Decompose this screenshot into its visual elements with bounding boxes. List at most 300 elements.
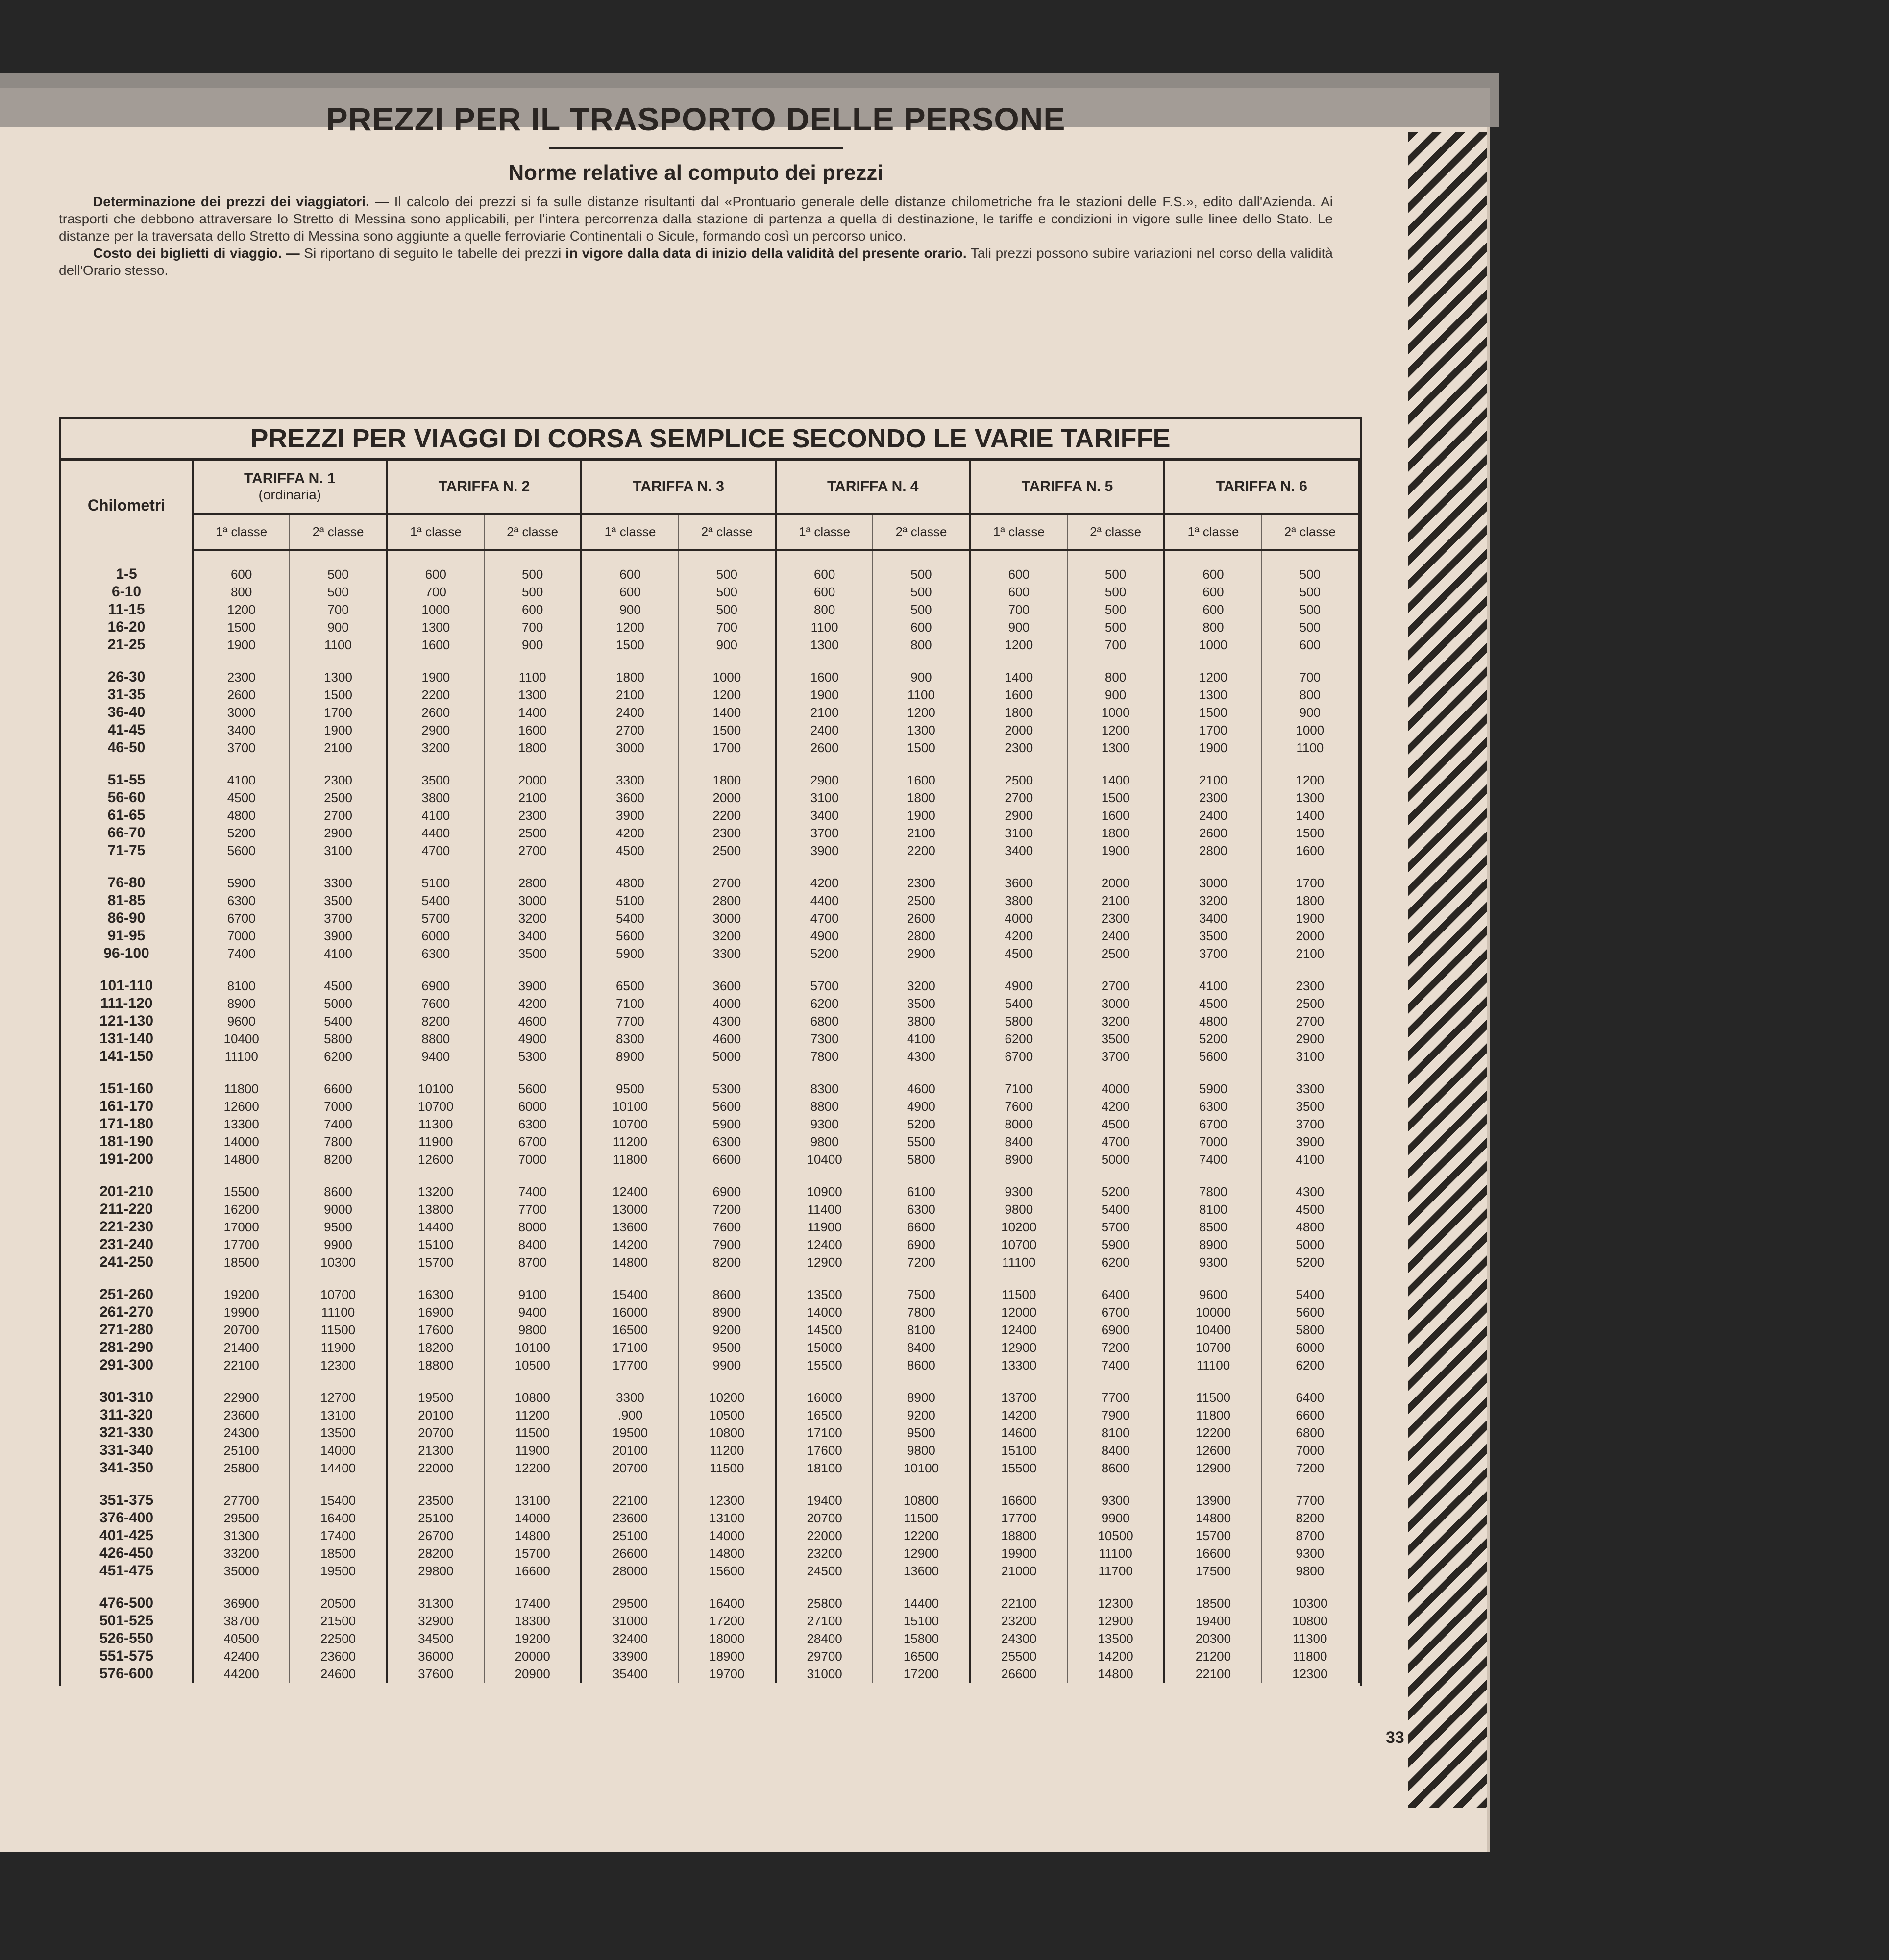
fare-t3-class2: 1000 [679,668,776,686]
fare-t3-class1: 33900 [581,1647,678,1665]
fare-t4-class2: 5800 [873,1151,970,1168]
table-row [61,1048,1359,1065]
table-row [61,1115,1359,1133]
fare-t5-class2: 1500 [1067,789,1164,807]
first-class-header: 1ª classe [776,514,873,550]
fare-t3-class1: 13000 [581,1200,678,1218]
fare-t3-class2: 5000 [679,1048,776,1065]
tariff-label: TARIFFA N. 1 [244,470,336,487]
fare-t2-class2: 10500 [484,1356,581,1374]
fare-t2-class1: 28200 [387,1544,484,1562]
fare-t4-class2: 900 [873,668,970,686]
fare-t6-class2: 7700 [1262,1492,1359,1509]
fare-t3-class2: 1500 [679,721,776,739]
fare-t3-class2: 1800 [679,771,776,789]
fare-t3-class1: 5600 [581,927,678,945]
fare-t1-class1: 11800 [193,1080,290,1098]
fare-t3-class1: 11200 [581,1133,678,1151]
fare-t4-class2: 4900 [873,1098,970,1115]
fare-t6-class2: 1100 [1262,739,1359,757]
table-title: PREZZI PER VIAGGI DI CORSA SEMPLICE SECONDO LE VARIE TARIFFE [61,419,1360,461]
fare-t4-class1: 600 [776,565,873,583]
fare-t6-class1: 1500 [1164,704,1261,721]
fare-t1-class1: 8100 [193,977,290,995]
fare-t4-class2: 11500 [873,1509,970,1527]
fare-t1-class1: 4500 [193,789,290,807]
fare-t4-class1: 20700 [776,1509,873,1527]
fare-t5-class2: 7200 [1067,1339,1164,1356]
fare-t1-class2: 15400 [290,1492,387,1509]
fare-t4-class1: 23200 [776,1544,873,1562]
fare-t5-class1: 11500 [970,1286,1067,1303]
fare-t6-class2: 3500 [1262,1098,1359,1115]
fare-t4-class2: 14400 [873,1594,970,1612]
fare-t6-class1: 600 [1164,601,1261,618]
fare-t5-class1: 10700 [970,1236,1067,1253]
table-row [61,668,1359,686]
fare-t6-class2: 4100 [1262,1151,1359,1168]
tariff-header-row [61,461,1359,514]
fare-t6-class2: 3100 [1262,1048,1359,1065]
fare-t4-class1: 9800 [776,1133,873,1151]
fare-t4-class2: 4600 [873,1080,970,1098]
fare-t3-class2: 5900 [679,1115,776,1133]
fare-t6-class1: 1300 [1164,686,1261,704]
fare-t3-class2: 10200 [679,1389,776,1406]
fare-t6-class2: 1300 [1262,789,1359,807]
group-spacer [61,654,1359,668]
fare-t6-class2: 11800 [1262,1647,1359,1665]
fare-t2-class1: 700 [387,583,484,601]
fare-t4-class2: 13600 [873,1562,970,1580]
second-class-header: 2ª classe [1262,514,1359,550]
table-row [61,1492,1359,1509]
fare-t4-class1: 29700 [776,1647,873,1665]
fare-t4-class1: 7300 [776,1030,873,1048]
fare-t5-class2: 2100 [1067,892,1164,909]
fare-t6-class2: 1400 [1262,807,1359,824]
fare-t2-class2: 18300 [484,1612,581,1630]
fare-t4-class2: 8400 [873,1339,970,1356]
fare-t4-class2: 800 [873,636,970,654]
fare-t5-class1: 4500 [970,945,1067,962]
fare-t5-class1: 11100 [970,1253,1067,1271]
fare-t1-class2: 1900 [290,721,387,739]
table-row [61,1509,1359,1527]
fare-t6-class1: 5900 [1164,1080,1261,1098]
fare-t5-class1: 2500 [970,771,1067,789]
fare-t2-class2: 20000 [484,1647,581,1665]
fare-t2-class2: 6700 [484,1133,581,1151]
fare-t6-class2: 3300 [1262,1080,1359,1098]
tariff-header-2 [387,461,582,514]
fare-t6-class2: 2300 [1262,977,1359,995]
fare-t6-class1: 6300 [1164,1098,1261,1115]
fare-t4-class1: 2600 [776,739,873,757]
table-row [61,1012,1359,1030]
fare-t4-class2: 3800 [873,1012,970,1030]
fare-t4-class1: 5200 [776,945,873,962]
fare-t4-class2: 9500 [873,1424,970,1442]
fare-t3-class1: 4500 [581,842,678,859]
fare-t5-class1: 1200 [970,636,1067,654]
table-row [61,842,1359,859]
fare-t2-class2: 6000 [484,1098,581,1115]
fare-t5-class2: 1900 [1067,842,1164,859]
fare-t6-class1: 15700 [1164,1527,1261,1544]
fare-t1-class2: 500 [290,565,387,583]
fare-t1-class2: 11100 [290,1303,387,1321]
fare-t2-class2: 17400 [484,1594,581,1612]
fare-t5-class1: 12900 [970,1339,1067,1356]
table-row [61,1200,1359,1218]
fare-t3-class1: 9500 [581,1080,678,1098]
table-row [61,1183,1359,1200]
fare-t3-class1: 20700 [581,1459,678,1477]
fare-t3-class1: 16000 [581,1303,678,1321]
fare-t1-class1: 12600 [193,1098,290,1115]
fare-t6-class2: 1600 [1262,842,1359,859]
fare-t2-class2: 19200 [484,1630,581,1647]
fare-t4-class2: 1100 [873,686,970,704]
fare-t1-class1: 13300 [193,1115,290,1133]
fare-t6-class2: 4500 [1262,1200,1359,1218]
table-row [61,1218,1359,1236]
fare-t1-class2: 9000 [290,1200,387,1218]
fare-t5-class2: 9300 [1067,1492,1164,1509]
fare-t5-class2: 8100 [1067,1424,1164,1442]
fare-t3-class1: 1200 [581,618,678,636]
fare-t1-class2: 2500 [290,789,387,807]
fare-t3-class2: 3000 [679,909,776,927]
fare-t1-class1: 20700 [193,1321,290,1339]
fare-t2-class2: 7400 [484,1183,581,1200]
table-row [61,1612,1359,1630]
fare-t3-class2: 14000 [679,1527,776,1544]
fare-t6-class2: 9800 [1262,1562,1359,1580]
fare-t1-class2: 13100 [290,1406,387,1424]
fare-t3-class2: 5600 [679,1098,776,1115]
fare-t6-class1: 8100 [1164,1200,1261,1218]
fare-t2-class2: 1800 [484,739,581,757]
group-spacer [61,757,1359,771]
fare-t2-class2: 2500 [484,824,581,842]
table-row [61,1253,1359,1271]
fare-t5-class1: 4900 [970,977,1067,995]
km-range: 501-525 [61,1612,193,1630]
fare-t1-class2: 11500 [290,1321,387,1339]
fare-t2-class2: 20900 [484,1665,581,1683]
fare-t1-class2: 5400 [290,1012,387,1030]
km-range: 211-220 [61,1200,193,1218]
fare-t4-class2: 1900 [873,807,970,824]
fare-t1-class1: 5600 [193,842,290,859]
fare-t1-class1: 16200 [193,1200,290,1218]
km-range: 121-130 [61,1012,193,1030]
fare-t2-class1: 4100 [387,807,484,824]
fare-t1-class1: 36900 [193,1594,290,1612]
fare-t3-class2: 10500 [679,1406,776,1424]
fare-t3-class2: 7200 [679,1200,776,1218]
fare-t1-class1: 2300 [193,668,290,686]
table-row [61,704,1359,721]
fare-t1-class1: 5900 [193,874,290,892]
fare-t2-class1: 3200 [387,739,484,757]
fare-t5-class2: 1400 [1067,771,1164,789]
fare-t3-class2: 12300 [679,1492,776,1509]
fare-t6-class1: 1200 [1164,668,1261,686]
table-row [61,1594,1359,1612]
fare-t6-class2: 6000 [1262,1339,1359,1356]
fare-t6-class1: 8500 [1164,1218,1261,1236]
fares-table-box [59,416,1362,1686]
fare-t1-class2: 4100 [290,945,387,962]
fare-t1-class1: 7000 [193,927,290,945]
fare-t4-class2: 8600 [873,1356,970,1374]
fare-t1-class2: 7000 [290,1098,387,1115]
fare-t3-class2: 2700 [679,874,776,892]
fare-t4-class2: 8900 [873,1389,970,1406]
fare-t6-class2: 5000 [1262,1236,1359,1253]
fare-t4-class2: 9800 [873,1442,970,1459]
fare-t2-class1: 16900 [387,1303,484,1321]
fare-t1-class1: 21400 [193,1339,290,1356]
fare-t6-class2: 4800 [1262,1218,1359,1236]
fare-t4-class2: 600 [873,618,970,636]
fare-t4-class1: 4200 [776,874,873,892]
fare-t5-class2: 8600 [1067,1459,1164,1477]
fare-t6-class1: 7800 [1164,1183,1261,1200]
km-range: 241-250 [61,1253,193,1271]
fare-t2-class2: 3400 [484,927,581,945]
fare-t3-class1: 600 [581,565,678,583]
fare-t6-class2: 6800 [1262,1424,1359,1442]
fare-t4-class1: 8300 [776,1080,873,1098]
fare-t6-class1: 9300 [1164,1253,1261,1271]
fare-t2-class2: 2000 [484,771,581,789]
tariff-header-3 [581,461,776,514]
fare-t3-class1: 20100 [581,1442,678,1459]
fare-t1-class1: 44200 [193,1665,290,1683]
fare-t4-class2: 8100 [873,1321,970,1339]
fare-t6-class1: 4500 [1164,995,1261,1012]
fare-t1-class1: 6300 [193,892,290,909]
km-range: 376-400 [61,1509,193,1527]
fare-t2-class1: 1900 [387,668,484,686]
fare-t5-class1: 13700 [970,1389,1067,1406]
fare-t1-class2: 10300 [290,1253,387,1271]
fare-t2-class1: 5700 [387,909,484,927]
fare-t4-class1: 14000 [776,1303,873,1321]
fare-t5-class1: 16600 [970,1492,1067,1509]
fare-t3-class1: 7700 [581,1012,678,1030]
fare-t2-class1: 3500 [387,771,484,789]
fare-t3-class1: 5100 [581,892,678,909]
fare-t2-class1: 37600 [387,1665,484,1683]
group-spacer [61,859,1359,874]
fare-t3-class1: 3000 [581,739,678,757]
fare-t4-class2: 7200 [873,1253,970,1271]
fare-t1-class1: 38700 [193,1612,290,1630]
fare-t5-class2: 14800 [1067,1665,1164,1683]
fares-table [61,461,1360,1683]
fare-t2-class1: 19500 [387,1389,484,1406]
fare-t3-class2: 3200 [679,927,776,945]
group-spacer [61,1271,1359,1286]
fare-t3-class2: 18000 [679,1630,776,1647]
km-range: 36-40 [61,704,193,721]
fare-t5-class2: 1200 [1067,721,1164,739]
km-range: 31-35 [61,686,193,704]
fare-t6-class1: 2100 [1164,771,1261,789]
fare-t6-class2: 10800 [1262,1612,1359,1630]
fare-t5-class1: 15100 [970,1442,1067,1459]
fare-t5-class1: 14600 [970,1424,1067,1442]
fare-t6-class2: 5200 [1262,1253,1359,1271]
fare-t3-class2: 900 [679,636,776,654]
fare-t3-class1: 13600 [581,1218,678,1236]
fare-t5-class2: 7900 [1067,1406,1164,1424]
fare-t4-class2: 6100 [873,1183,970,1200]
table-row [61,977,1359,995]
fare-t3-class1: 4200 [581,824,678,842]
km-range: 26-30 [61,668,193,686]
fare-t4-class1: 2900 [776,771,873,789]
fare-t3-class1: 15400 [581,1286,678,1303]
km-range: 451-475 [61,1562,193,1580]
fare-t2-class2: 8700 [484,1253,581,1271]
fare-t5-class2: 6700 [1067,1303,1164,1321]
tariff-header-5 [970,461,1165,514]
table-row [61,1098,1359,1115]
km-range: 56-60 [61,789,193,807]
fare-t1-class2: 24600 [290,1665,387,1683]
fare-t1-class1: 25800 [193,1459,290,1477]
table-row [61,583,1359,601]
fare-t4-class1: 3900 [776,842,873,859]
fare-t6-class2: 2900 [1262,1030,1359,1048]
fare-t5-class2: 3500 [1067,1030,1164,1048]
km-range: 291-300 [61,1356,193,1374]
km-range: 86-90 [61,909,193,927]
fare-t2-class2: 600 [484,601,581,618]
fare-t2-class1: 17600 [387,1321,484,1339]
fare-t5-class2: 5700 [1067,1218,1164,1236]
fare-t5-class2: 1000 [1067,704,1164,721]
fare-t5-class2: 1300 [1067,739,1164,757]
fare-t2-class2: 500 [484,565,581,583]
fare-t6-class2: 8700 [1262,1527,1359,1544]
fare-t3-class2: 18900 [679,1647,776,1665]
km-range: 231-240 [61,1236,193,1253]
fare-t6-class2: 600 [1262,636,1359,654]
fare-t5-class2: 5900 [1067,1236,1164,1253]
km-range: 321-330 [61,1424,193,1442]
fare-t5-class2: 7400 [1067,1356,1164,1374]
fare-t4-class2: 16500 [873,1647,970,1665]
fare-t3-class1: 1500 [581,636,678,654]
paragraph-costo [59,245,1333,279]
fare-t4-class1: 19400 [776,1492,873,1509]
tariff-label: TARIFFA N. 2 [438,478,530,494]
table-row [61,1321,1359,1339]
km-range: 331-340 [61,1442,193,1459]
fare-t4-class1: 13500 [776,1286,873,1303]
fare-t5-class1: 2700 [970,789,1067,807]
fare-t1-class2: 11900 [290,1339,387,1356]
fare-t4-class2: 2900 [873,945,970,962]
fare-t2-class2: 1300 [484,686,581,704]
fare-t2-class2: 8400 [484,1236,581,1253]
fare-t4-class2: 10100 [873,1459,970,1477]
fare-t5-class1: 6200 [970,1030,1067,1048]
fare-t4-class1: 1600 [776,668,873,686]
km-column-header: Chilometri [61,461,193,550]
fare-t6-class1: 3500 [1164,927,1261,945]
section-subtitle: Norme relative al computo dei prezzi [508,161,883,185]
km-range: 426-450 [61,1544,193,1562]
fare-t3-class1: 4800 [581,874,678,892]
fare-t1-class1: 1900 [193,636,290,654]
fare-t2-class2: 12200 [484,1459,581,1477]
fare-t3-class1: 5900 [581,945,678,962]
fare-t5-class2: 10500 [1067,1527,1164,1544]
fare-t2-class2: 1600 [484,721,581,739]
fare-t6-class1: 3000 [1164,874,1261,892]
km-range: 1-5 [61,565,193,583]
fare-t4-class1: 3400 [776,807,873,824]
fare-t3-class1: 25100 [581,1527,678,1544]
fare-t3-class2: 8900 [679,1303,776,1321]
hatched-margin-strip [1408,132,1487,1808]
fare-t4-class1: 3700 [776,824,873,842]
fare-t6-class1: 12600 [1164,1442,1261,1459]
fare-t2-class1: 31300 [387,1594,484,1612]
fare-t1-class2: 14400 [290,1459,387,1477]
km-range: 101-110 [61,977,193,995]
fare-t2-class1: 16300 [387,1286,484,1303]
fare-t3-class2: 10800 [679,1424,776,1442]
fare-t6-class2: 900 [1262,704,1359,721]
fare-t2-class1: 6900 [387,977,484,995]
second-class-header: 2ª classe [290,514,387,550]
km-range: 526-550 [61,1630,193,1647]
fare-t1-class1: 24300 [193,1424,290,1442]
fare-t6-class1: 1700 [1164,721,1261,739]
fare-t1-class2: 18500 [290,1544,387,1562]
table-row [61,618,1359,636]
table-row [61,721,1359,739]
fare-t6-class2: 8200 [1262,1509,1359,1527]
fare-t2-class2: 5600 [484,1080,581,1098]
fare-t6-class1: 11800 [1164,1406,1261,1424]
fare-t5-class2: 6400 [1067,1286,1164,1303]
fare-t3-class2: 2300 [679,824,776,842]
fare-t4-class2: 6300 [873,1200,970,1218]
paragraph-costo-text-a: Si riportano di seguito le tabelle dei prezzi [304,245,562,261]
fare-t6-class2: 10300 [1262,1594,1359,1612]
fare-t2-class2: 3000 [484,892,581,909]
fare-t5-class2: 500 [1067,618,1164,636]
fare-t1-class2: 21500 [290,1612,387,1630]
fare-t4-class2: 1800 [873,789,970,807]
fare-t1-class1: 27700 [193,1492,290,1509]
fare-t4-class1: 1900 [776,686,873,704]
fare-t6-class2: 6600 [1262,1406,1359,1424]
fare-t2-class2: 2100 [484,789,581,807]
km-range: 476-500 [61,1594,193,1612]
fare-t2-class1: 22000 [387,1459,484,1477]
